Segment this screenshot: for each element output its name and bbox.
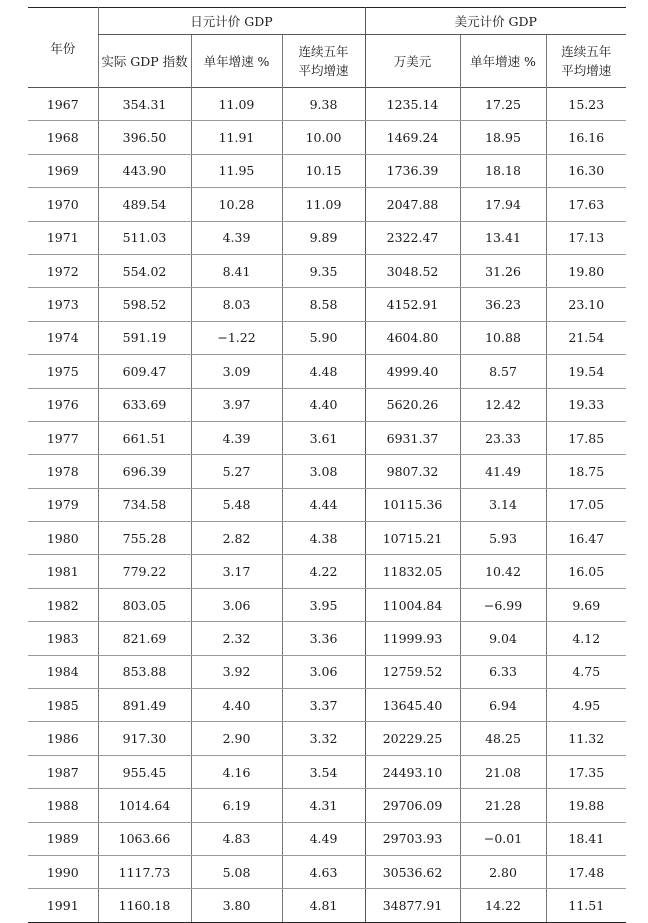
yen-annual-growth-cell: 5.27 bbox=[191, 455, 282, 488]
usd-amount-cell: 2322.47 bbox=[365, 221, 460, 254]
table-row bbox=[28, 755, 626, 788]
year-cell: 1977 bbox=[28, 421, 98, 454]
header-text: 连续五年 平均增速 bbox=[561, 44, 612, 78]
yen-annual-growth-cell: 2.32 bbox=[191, 622, 282, 655]
usd-annual-growth-cell: 9.04 bbox=[460, 622, 546, 655]
table-row bbox=[28, 722, 626, 755]
year-cell: 1967 bbox=[28, 88, 98, 121]
usd-five-year-avg-cell: 18.75 bbox=[546, 455, 626, 488]
usd-annual-growth-cell: 2.80 bbox=[460, 855, 546, 888]
yen-five-year-avg-cell: 4.49 bbox=[282, 822, 365, 855]
usd-amount-cell: 20229.25 bbox=[365, 722, 460, 755]
usd-annual-growth-cell: 6.33 bbox=[460, 655, 546, 688]
usd-annual-growth-cell: 21.28 bbox=[460, 789, 546, 822]
yen-annual-growth-cell: 10.28 bbox=[191, 188, 282, 221]
year-cell: 1972 bbox=[28, 254, 98, 287]
table-header bbox=[28, 8, 626, 88]
yen-five-year-avg-cell: 4.48 bbox=[282, 355, 365, 388]
yen-gdp-index-cell: 821.69 bbox=[98, 622, 191, 655]
usd-five-year-avg-cell: 19.88 bbox=[546, 789, 626, 822]
usd-five-year-avg-cell: 17.35 bbox=[546, 755, 626, 788]
yen-annual-growth-cell: 8.03 bbox=[191, 288, 282, 321]
table-row bbox=[28, 455, 626, 488]
yen-gdp-index-cell: 955.45 bbox=[98, 755, 191, 788]
yen-annual-growth-cell: 3.92 bbox=[191, 655, 282, 688]
year-cell: 1968 bbox=[28, 121, 98, 154]
yen-five-year-avg-cell: 3.08 bbox=[282, 455, 365, 488]
yen-annual-growth-cell: 3.97 bbox=[191, 388, 282, 421]
yen-gdp-index-cell: 489.54 bbox=[98, 188, 191, 221]
usd-five-year-avg-cell: 16.16 bbox=[546, 121, 626, 154]
yen-gdp-index-cell: 598.52 bbox=[98, 288, 191, 321]
table-row bbox=[28, 855, 626, 888]
yen-gdp-index-cell: 609.47 bbox=[98, 355, 191, 388]
usd-five-year-avg-cell: 15.23 bbox=[546, 88, 626, 121]
yen-five-year-avg-cell: 4.40 bbox=[282, 388, 365, 421]
usd-annual-growth-cell: 13.41 bbox=[460, 221, 546, 254]
usd-amount-cell: 6931.37 bbox=[365, 421, 460, 454]
yen-annual-growth-cell: 4.39 bbox=[191, 421, 282, 454]
usd-five-year-avg-cell: 11.32 bbox=[546, 722, 626, 755]
yen-gdp-index-cell: 554.02 bbox=[98, 254, 191, 287]
usd-annual-growth-cell: 48.25 bbox=[460, 722, 546, 755]
usd-amount-cell: 9807.32 bbox=[365, 455, 460, 488]
usd-five-year-avg-cell: 9.69 bbox=[546, 588, 626, 621]
yen-annual-growth-cell: 3.09 bbox=[191, 355, 282, 388]
yen-annual-growth-cell: 4.40 bbox=[191, 689, 282, 722]
usd-five-year-avg-cell: 18.41 bbox=[546, 822, 626, 855]
yen-annual-growth-cell: 4.83 bbox=[191, 822, 282, 855]
yen-five-year-avg-cell: 4.31 bbox=[282, 789, 365, 822]
yen-five-year-avg-cell: 3.06 bbox=[282, 655, 365, 688]
usd-annual-growth-cell: 41.49 bbox=[460, 455, 546, 488]
usd-gdp-group-header: 美元计价 GDP bbox=[365, 8, 626, 35]
usd-annual-growth-cell: 5.93 bbox=[460, 522, 546, 555]
usd-five-year-avg-cell: 16.30 bbox=[546, 154, 626, 187]
usd-amount-cell: 2047.88 bbox=[365, 188, 460, 221]
year-cell: 1981 bbox=[28, 555, 98, 588]
usd-amount-cell: 3048.52 bbox=[365, 254, 460, 287]
yen-gdp-index-cell: 755.28 bbox=[98, 522, 191, 555]
usd-five-year-avg-cell: 16.47 bbox=[546, 522, 626, 555]
yen-gdp-index-cell: 853.88 bbox=[98, 655, 191, 688]
year-cell: 1971 bbox=[28, 221, 98, 254]
usd-annual-growth-cell: 6.94 bbox=[460, 689, 546, 722]
yen-annual-growth-cell: 4.16 bbox=[191, 755, 282, 788]
header-text: 万美元 bbox=[393, 53, 432, 69]
usd-annual-growth-cell: 18.18 bbox=[460, 154, 546, 187]
yen-five-year-avg-cell: 3.32 bbox=[282, 722, 365, 755]
yen-annual-growth-cell: 2.82 bbox=[191, 522, 282, 555]
year-column-header: 年份 bbox=[50, 40, 76, 56]
usd-annual-growth-cell: 10.42 bbox=[460, 555, 546, 588]
year-cell: 1984 bbox=[28, 655, 98, 688]
year-cell: 1988 bbox=[28, 789, 98, 822]
usd-amount-cell: 4152.91 bbox=[365, 288, 460, 321]
usd-amount-cell: 1736.39 bbox=[365, 154, 460, 187]
table-row bbox=[28, 555, 626, 588]
table-row bbox=[28, 321, 626, 354]
yen-gdp-index-cell: 1160.18 bbox=[98, 889, 191, 922]
usd-annual-growth-cell: 12.42 bbox=[460, 388, 546, 421]
yen-five-year-avg-cell: 3.36 bbox=[282, 622, 365, 655]
usd-five-year-avg-cell: 17.85 bbox=[546, 421, 626, 454]
yen-gdp-index-cell: 696.39 bbox=[98, 455, 191, 488]
usd-five-year-avg-cell: 11.51 bbox=[546, 889, 626, 922]
usd-five-year-avg-cell: 19.80 bbox=[546, 254, 626, 287]
table-row bbox=[28, 522, 626, 555]
usd-annual-growth-cell: −0.01 bbox=[460, 822, 546, 855]
usd-annual-growth-cell: 36.23 bbox=[460, 288, 546, 321]
yen-annual-growth-cell: 4.39 bbox=[191, 221, 282, 254]
usd-annual-growth-cell: 17.94 bbox=[460, 188, 546, 221]
usd-annual-growth-cell: 14.22 bbox=[460, 889, 546, 922]
usd-five-year-avg-cell: 4.12 bbox=[546, 622, 626, 655]
yen-annual-growth-cell: 2.90 bbox=[191, 722, 282, 755]
table-row bbox=[28, 88, 626, 121]
yen-annual-growth-cell: 8.41 bbox=[191, 254, 282, 287]
year-cell: 1974 bbox=[28, 321, 98, 354]
usd-annual-growth-cell: 21.08 bbox=[460, 755, 546, 788]
table-row bbox=[28, 388, 626, 421]
year-cell: 1989 bbox=[28, 822, 98, 855]
year-cell: 1982 bbox=[28, 588, 98, 621]
usd-five-year-avg-cell: 23.10 bbox=[546, 288, 626, 321]
table-row bbox=[28, 822, 626, 855]
yen-annual-growth-cell: 6.19 bbox=[191, 789, 282, 822]
yen-five-year-avg-cell: 9.38 bbox=[282, 88, 365, 121]
yen-gdp-index-cell: 734.58 bbox=[98, 488, 191, 521]
yen-annual-growth-cell: 3.80 bbox=[191, 889, 282, 922]
yen-five-year-avg-cell: 9.89 bbox=[282, 221, 365, 254]
usd-annual-growth-cell: 8.57 bbox=[460, 355, 546, 388]
usd-amount-cell: 13645.40 bbox=[365, 689, 460, 722]
gdp-data-table bbox=[28, 7, 626, 923]
yen-annual-growth-cell: 11.95 bbox=[191, 154, 282, 187]
usd-five-year-avg-cell: 19.33 bbox=[546, 388, 626, 421]
yen-gdp-index-cell: 591.19 bbox=[98, 321, 191, 354]
yen-annual-growth-header bbox=[191, 35, 282, 88]
usd-five-year-avg-cell: 16.05 bbox=[546, 555, 626, 588]
year-cell: 1980 bbox=[28, 522, 98, 555]
yen-five-year-avg-cell: 3.61 bbox=[282, 421, 365, 454]
yen-gdp-index-cell: 511.03 bbox=[98, 221, 191, 254]
usd-amount-cell: 34877.91 bbox=[365, 889, 460, 922]
year-cell: 1979 bbox=[28, 488, 98, 521]
usd-amount-cell: 30536.62 bbox=[365, 855, 460, 888]
usd-amount-cell: 10115.36 bbox=[365, 488, 460, 521]
table-row bbox=[28, 254, 626, 287]
year-cell: 1991 bbox=[28, 889, 98, 922]
year-cell: 1985 bbox=[28, 689, 98, 722]
yen-annual-growth-cell: 11.91 bbox=[191, 121, 282, 154]
usd-amount-cell: 29703.93 bbox=[365, 822, 460, 855]
table-row bbox=[28, 588, 626, 621]
usd-five-year-avg-cell: 17.48 bbox=[546, 855, 626, 888]
yen-gdp-index-cell: 661.51 bbox=[98, 421, 191, 454]
yen-five-year-avg-cell: 3.95 bbox=[282, 588, 365, 621]
yen-gdp-group-header: 日元计价 GDP bbox=[98, 8, 365, 35]
year-cell: 1978 bbox=[28, 455, 98, 488]
usd-five-year-avg-cell: 17.05 bbox=[546, 488, 626, 521]
usd-amount-cell: 11999.93 bbox=[365, 622, 460, 655]
yen-gdp-index-cell: 1063.66 bbox=[98, 822, 191, 855]
usd-amount-cell: 4604.80 bbox=[365, 321, 460, 354]
header-text: 实际 GDP 指数 bbox=[101, 53, 188, 69]
yen-annual-growth-cell: 3.06 bbox=[191, 588, 282, 621]
usd-amount-cell: 24493.10 bbox=[365, 755, 460, 788]
yen-gdp-index-cell: 891.49 bbox=[98, 689, 191, 722]
year-cell: 1975 bbox=[28, 355, 98, 388]
yen-annual-growth-cell: 3.17 bbox=[191, 555, 282, 588]
yen-gdp-index-cell: 1014.64 bbox=[98, 789, 191, 822]
table-row bbox=[28, 288, 626, 321]
usd-amount-cell: 5620.26 bbox=[365, 388, 460, 421]
usd-annual-growth-cell: 18.95 bbox=[460, 121, 546, 154]
table-row bbox=[28, 154, 626, 187]
usd-amount-cell: 10715.21 bbox=[365, 522, 460, 555]
yen-five-year-avg-cell: 5.90 bbox=[282, 321, 365, 354]
usd-amount-cell: 4999.40 bbox=[365, 355, 460, 388]
year-cell: 1973 bbox=[28, 288, 98, 321]
table-row bbox=[28, 789, 626, 822]
yen-five-year-avg-header bbox=[282, 35, 365, 88]
yen-annual-growth-cell: −1.22 bbox=[191, 321, 282, 354]
yen-five-year-avg-cell: 3.37 bbox=[282, 689, 365, 722]
table-row bbox=[28, 355, 626, 388]
yen-gdp-index-cell: 1117.73 bbox=[98, 855, 191, 888]
yen-annual-growth-cell: 11.09 bbox=[191, 88, 282, 121]
yen-annual-growth-cell: 5.48 bbox=[191, 488, 282, 521]
year-cell: 1987 bbox=[28, 755, 98, 788]
usd-annual-growth-header bbox=[460, 35, 546, 88]
table-row bbox=[28, 889, 626, 922]
usd-annual-growth-cell: 23.33 bbox=[460, 421, 546, 454]
yen-gdp-index-cell: 443.90 bbox=[98, 154, 191, 187]
yen-five-year-avg-cell: 3.54 bbox=[282, 755, 365, 788]
year-cell: 1969 bbox=[28, 154, 98, 187]
usd-annual-growth-cell: −6.99 bbox=[460, 588, 546, 621]
usd-five-year-avg-cell: 4.75 bbox=[546, 655, 626, 688]
year-cell: 1970 bbox=[28, 188, 98, 221]
yen-gdp-index-cell: 396.50 bbox=[98, 121, 191, 154]
usd-five-year-avg-cell: 4.95 bbox=[546, 689, 626, 722]
usd-five-year-avg-header bbox=[546, 35, 626, 88]
table-row bbox=[28, 121, 626, 154]
usd-amount-cell: 1235.14 bbox=[365, 88, 460, 121]
usd-annual-growth-cell: 17.25 bbox=[460, 88, 546, 121]
usd-annual-growth-cell: 3.14 bbox=[460, 488, 546, 521]
yen-annual-growth-cell: 5.08 bbox=[191, 855, 282, 888]
usd-amount-cell: 1469.24 bbox=[365, 121, 460, 154]
usd-amount-cell: 11004.84 bbox=[365, 588, 460, 621]
table-row bbox=[28, 221, 626, 254]
usd-five-year-avg-cell: 17.63 bbox=[546, 188, 626, 221]
yen-gdp-index-cell: 633.69 bbox=[98, 388, 191, 421]
yen-gdp-index-cell: 354.31 bbox=[98, 88, 191, 121]
table-row bbox=[28, 488, 626, 521]
yen-five-year-avg-cell: 10.15 bbox=[282, 154, 365, 187]
year-cell: 1990 bbox=[28, 855, 98, 888]
usd-amount-cell: 12759.52 bbox=[365, 655, 460, 688]
usd-five-year-avg-cell: 21.54 bbox=[546, 321, 626, 354]
usd-five-year-avg-cell: 17.13 bbox=[546, 221, 626, 254]
table-row bbox=[28, 188, 626, 221]
yen-five-year-avg-cell: 10.00 bbox=[282, 121, 365, 154]
table-row bbox=[28, 689, 626, 722]
yen-five-year-avg-cell: 4.63 bbox=[282, 855, 365, 888]
yen-gdp-index-cell: 779.22 bbox=[98, 555, 191, 588]
table-row bbox=[28, 421, 626, 454]
yen-five-year-avg-cell: 4.38 bbox=[282, 522, 365, 555]
header-text: 单年增速 % bbox=[203, 53, 270, 69]
year-cell: 1976 bbox=[28, 388, 98, 421]
year-cell: 1986 bbox=[28, 722, 98, 755]
usd-amount-header bbox=[365, 35, 460, 88]
usd-annual-growth-cell: 31.26 bbox=[460, 254, 546, 287]
yen-real-gdp-index-header bbox=[98, 35, 191, 88]
usd-amount-cell: 29706.09 bbox=[365, 789, 460, 822]
yen-five-year-avg-cell: 8.58 bbox=[282, 288, 365, 321]
yen-gdp-index-cell: 803.05 bbox=[98, 588, 191, 621]
yen-five-year-avg-cell: 4.22 bbox=[282, 555, 365, 588]
yen-five-year-avg-cell: 4.81 bbox=[282, 889, 365, 922]
header-text: 单年增速 % bbox=[470, 53, 536, 69]
table-body bbox=[28, 88, 626, 923]
yen-five-year-avg-cell: 9.35 bbox=[282, 254, 365, 287]
usd-annual-growth-cell: 10.88 bbox=[460, 321, 546, 354]
usd-amount-cell: 11832.05 bbox=[365, 555, 460, 588]
usd-five-year-avg-cell: 19.54 bbox=[546, 355, 626, 388]
yen-gdp-index-cell: 917.30 bbox=[98, 722, 191, 755]
yen-five-year-avg-cell: 11.09 bbox=[282, 188, 365, 221]
year-cell: 1983 bbox=[28, 622, 98, 655]
yen-five-year-avg-cell: 4.44 bbox=[282, 488, 365, 521]
table-row bbox=[28, 655, 626, 688]
table-row bbox=[28, 622, 626, 655]
header-text: 连续五年 平均增速 bbox=[298, 44, 349, 78]
